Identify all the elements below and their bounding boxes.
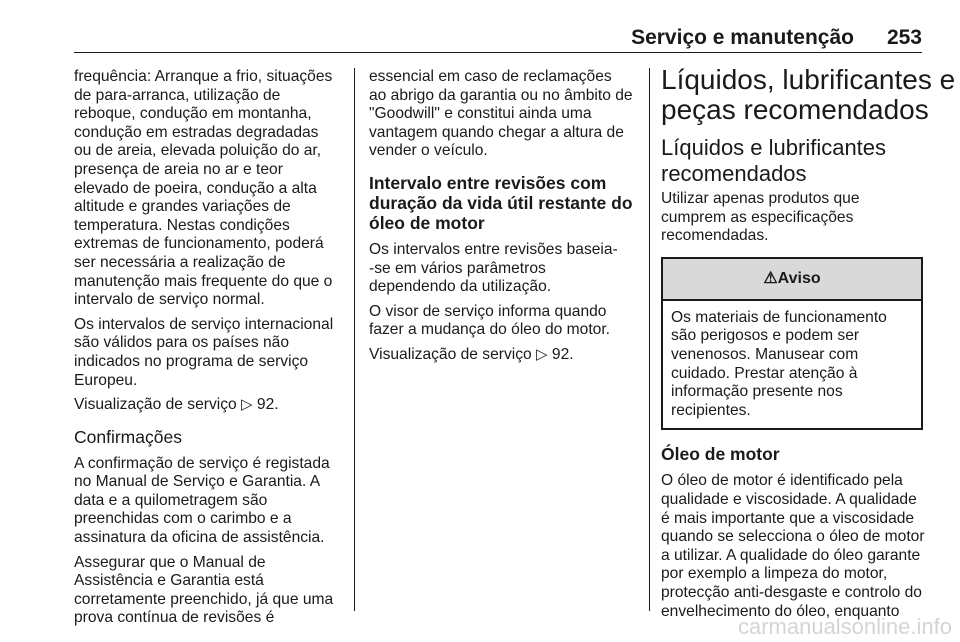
- paragraph-frequency: frequência: Arranque a frio, situações de para-arranca, utilização de reboque, condução em montanha, condução em estradas degradadas ou de areia, elevada poluição do ar, presença de areia no ar e teor elevado de poeira, condução a alta altitude e grandes variações de temperatura. Nestas condições extremas de funcionamento, poderá ser necessária a realização de manutenção mais frequente do que o intervalo de serviço normal.: [74, 68, 333, 309]
- cross-reference[interactable]: Visualização de serviço ▷ 92.: [369, 345, 574, 363]
- section-heading-fluids: Líquidos, lubrificantes e peças recomendados: [661, 64, 956, 125]
- paragraph-confirmation: A confirmação de serviço é registada no Manual de Serviço e Garantia. A data e a quilometragem são preenchidas com o carimbo e a assinatura da oficina de assistência.: [74, 454, 330, 547]
- warning-label: Aviso: [777, 269, 821, 287]
- page-ref-arrow-icon: ▷: [241, 396, 253, 414]
- column-1: [74, 68, 344, 634]
- warning-header: [663, 259, 921, 301]
- paragraph-international-intervals: Os intervalos de serviço internacional são válidos para os países não indicados no programa de serviço Europeu.: [74, 315, 334, 389]
- heading-confirmacoes: Confirmações: [74, 426, 182, 447]
- cross-reference[interactable]: Visualização de serviço ▷ 92.: [74, 396, 279, 414]
- warning-body: Os materiais de funcionamento são perigosos e podem ser venenosos. Manusear com cuidado. Prestar atenção à informação presente nos recipientes.: [671, 308, 887, 419]
- heading-engine-oil: Óleo de motor: [661, 444, 780, 465]
- paragraph-manual: Assegurar que o Manual de Assistência e Garantia está corretamente preenchido, já que uma prova contínua de revisões é: [74, 553, 334, 627]
- warning-triangle-icon: ⚠: [763, 269, 778, 287]
- paragraph-use-products: Utilizar apenas produtos que cumprem as especificações recomendadas.: [661, 190, 860, 245]
- heading-service-interval: Intervalo entre revisões com duração da vida útil restante do óleo de motor: [369, 172, 633, 233]
- paragraph-engine-oil: O óleo de motor é identificado pela qualidade e viscosidade. A qualidade é mais importante que a viscosidade quando se selecciona o óleo de motor a utilizar. A qualidade do óleo garante por exemplo a limpeza do motor, protecção anti-desgaste e controlo do envelhecimento do óleo, enquanto: [661, 472, 925, 620]
- page-header: [74, 26, 922, 53]
- paragraph-essential: essencial em caso de reclamações ao abrigo da garantia ou no âmbito de "Goodwill" e constitui ainda uma vantagem quando chegar a altura de vender o veículo.: [369, 68, 633, 160]
- subsection-heading-lubricants: Líquidos e lubrificantes recomendados: [661, 135, 887, 186]
- column-divider: [354, 68, 355, 611]
- watermark: carmanualsonline.info: [737, 614, 952, 639]
- warning-box: [661, 257, 923, 431]
- paragraph-display: O visor de serviço informa quando fazer a mudança do óleo do motor.: [369, 302, 610, 339]
- page-number: 253: [886, 26, 922, 49]
- column-2: [369, 68, 641, 371]
- paragraph-parameters: Os intervalos entre revisões baseia- -se em vários parâmetros dependendo da utilização.: [369, 240, 618, 296]
- column-divider: [649, 68, 650, 611]
- section-title: Serviço e manutenção: [631, 26, 854, 49]
- page-ref-arrow-icon: ▷: [536, 345, 548, 363]
